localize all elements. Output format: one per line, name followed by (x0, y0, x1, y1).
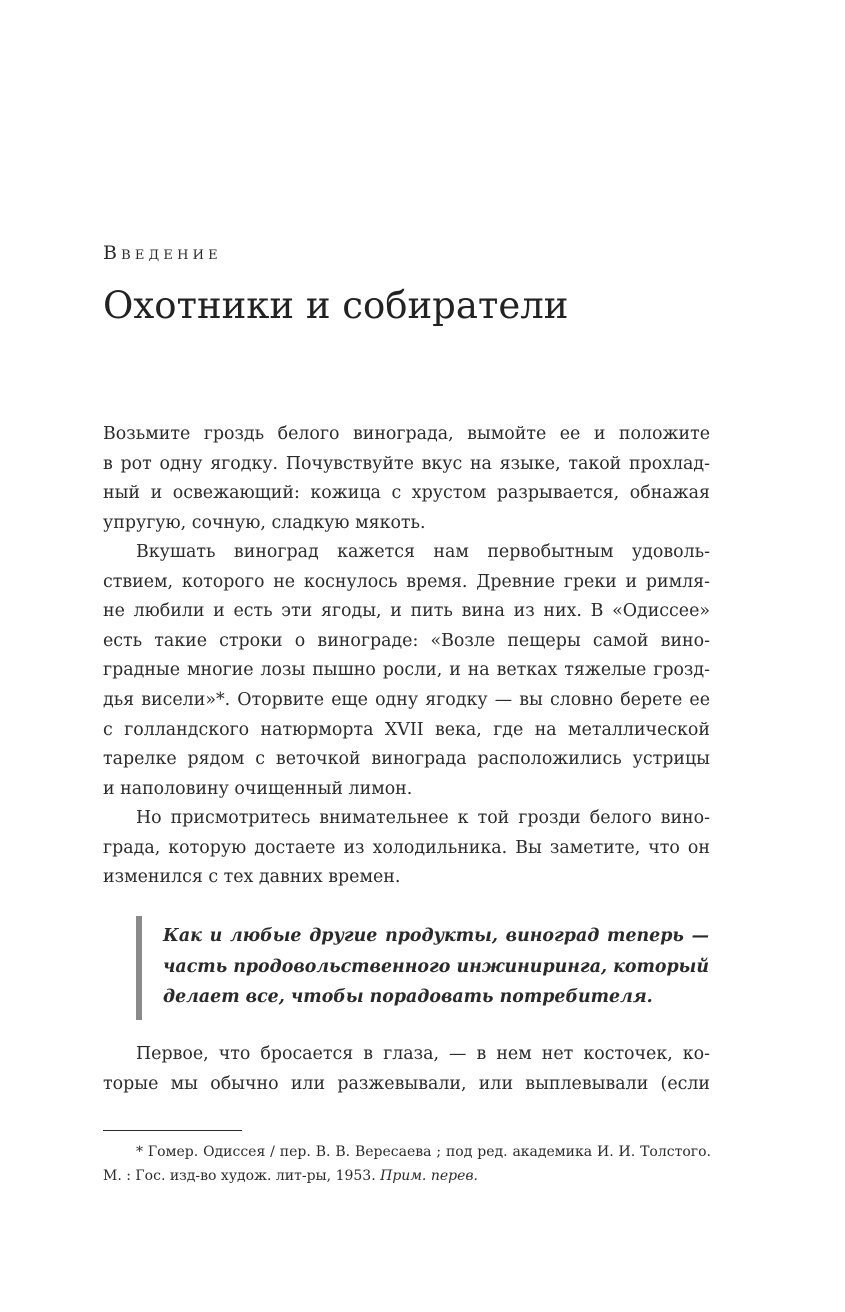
footnote-line: * Гомер. Одиссея / пер. В. В. Вересаева ; под ред. академика И. И. Толстого. (136, 1144, 711, 1160)
paragraph-1 (103, 420, 710, 538)
text-line: изменился с тех давних времен. (103, 867, 401, 888)
footnote (103, 1140, 711, 1188)
text-line: с голландского натюрморта XVII века, где на металлической (103, 719, 710, 740)
quote-line: делает все, чтобы порадовать потребителя. (163, 987, 653, 1008)
quote-line: Как и любые другие продукты, виноград теперь — (163, 926, 709, 946)
paragraph-2 (103, 538, 710, 804)
text-line: ствием, которого не коснулось время. Древние греки и римля- (103, 571, 710, 592)
text-line: тарелке рядом с веточкой винограда расположились устрицы (103, 749, 710, 770)
text-line: и наполовину очищенный лимон. (103, 778, 413, 799)
text-line: в рот одну ягодку. Почувствуйте вкус на языке, такой прохлад- (103, 453, 710, 474)
paragraph-4 (103, 1040, 710, 1099)
footnote-citation: М. : Гос. изд-во худож. лит-ры, 1953. (103, 1168, 381, 1184)
footnote-divider (103, 1130, 242, 1131)
chapter-title: Охотники и собиратели (103, 284, 569, 327)
pull-quote (136, 915, 716, 1021)
pull-quote-text (163, 921, 709, 1013)
text-line: градные многие лозы пышно росли, и на ветках тяжелые грозд- (103, 660, 710, 681)
text-line: Возьмите гроздь белого винограда, вымойте ее и положите (103, 424, 710, 444)
text-line: Но присмотритесь внимательнее к той грозди белого вино- (136, 808, 710, 828)
text-line: Первое, что бросается в глаза, — в нем нет косточек, ко- (136, 1044, 710, 1064)
text-line: ный и освежающий: кожица с хрустом разрывается, обнажая (103, 483, 710, 504)
text-line: не любили и есть эти ягоды, и пить вина из них. В «Одиссее» (103, 601, 710, 622)
paragraph-3 (103, 804, 710, 893)
quote-line: часть продовольственного инжиниринга, который (163, 956, 709, 977)
footnote-line (103, 1164, 711, 1188)
text-line: упругую, сочную, сладкую мякоть. (103, 512, 426, 533)
text-line: торые мы обычно или разжевывали, или выплевывали (если (103, 1073, 710, 1094)
quote-bar (136, 916, 142, 1020)
text-line: града, которую достаете из холодильника. Вы заметите, что он (103, 837, 710, 858)
section-label: Введение (103, 242, 222, 264)
text-line: Вкушать виноград кажется нам первобытным удоволь- (136, 542, 710, 562)
translator-note: Прим. перев. (380, 1168, 478, 1184)
text-line: дья висели»*. Оторвите еще одну ягодку — вы словно берете ее (103, 689, 710, 710)
text-line: есть такие строки о винограде: «Возле пещеры самой вино- (103, 630, 710, 651)
